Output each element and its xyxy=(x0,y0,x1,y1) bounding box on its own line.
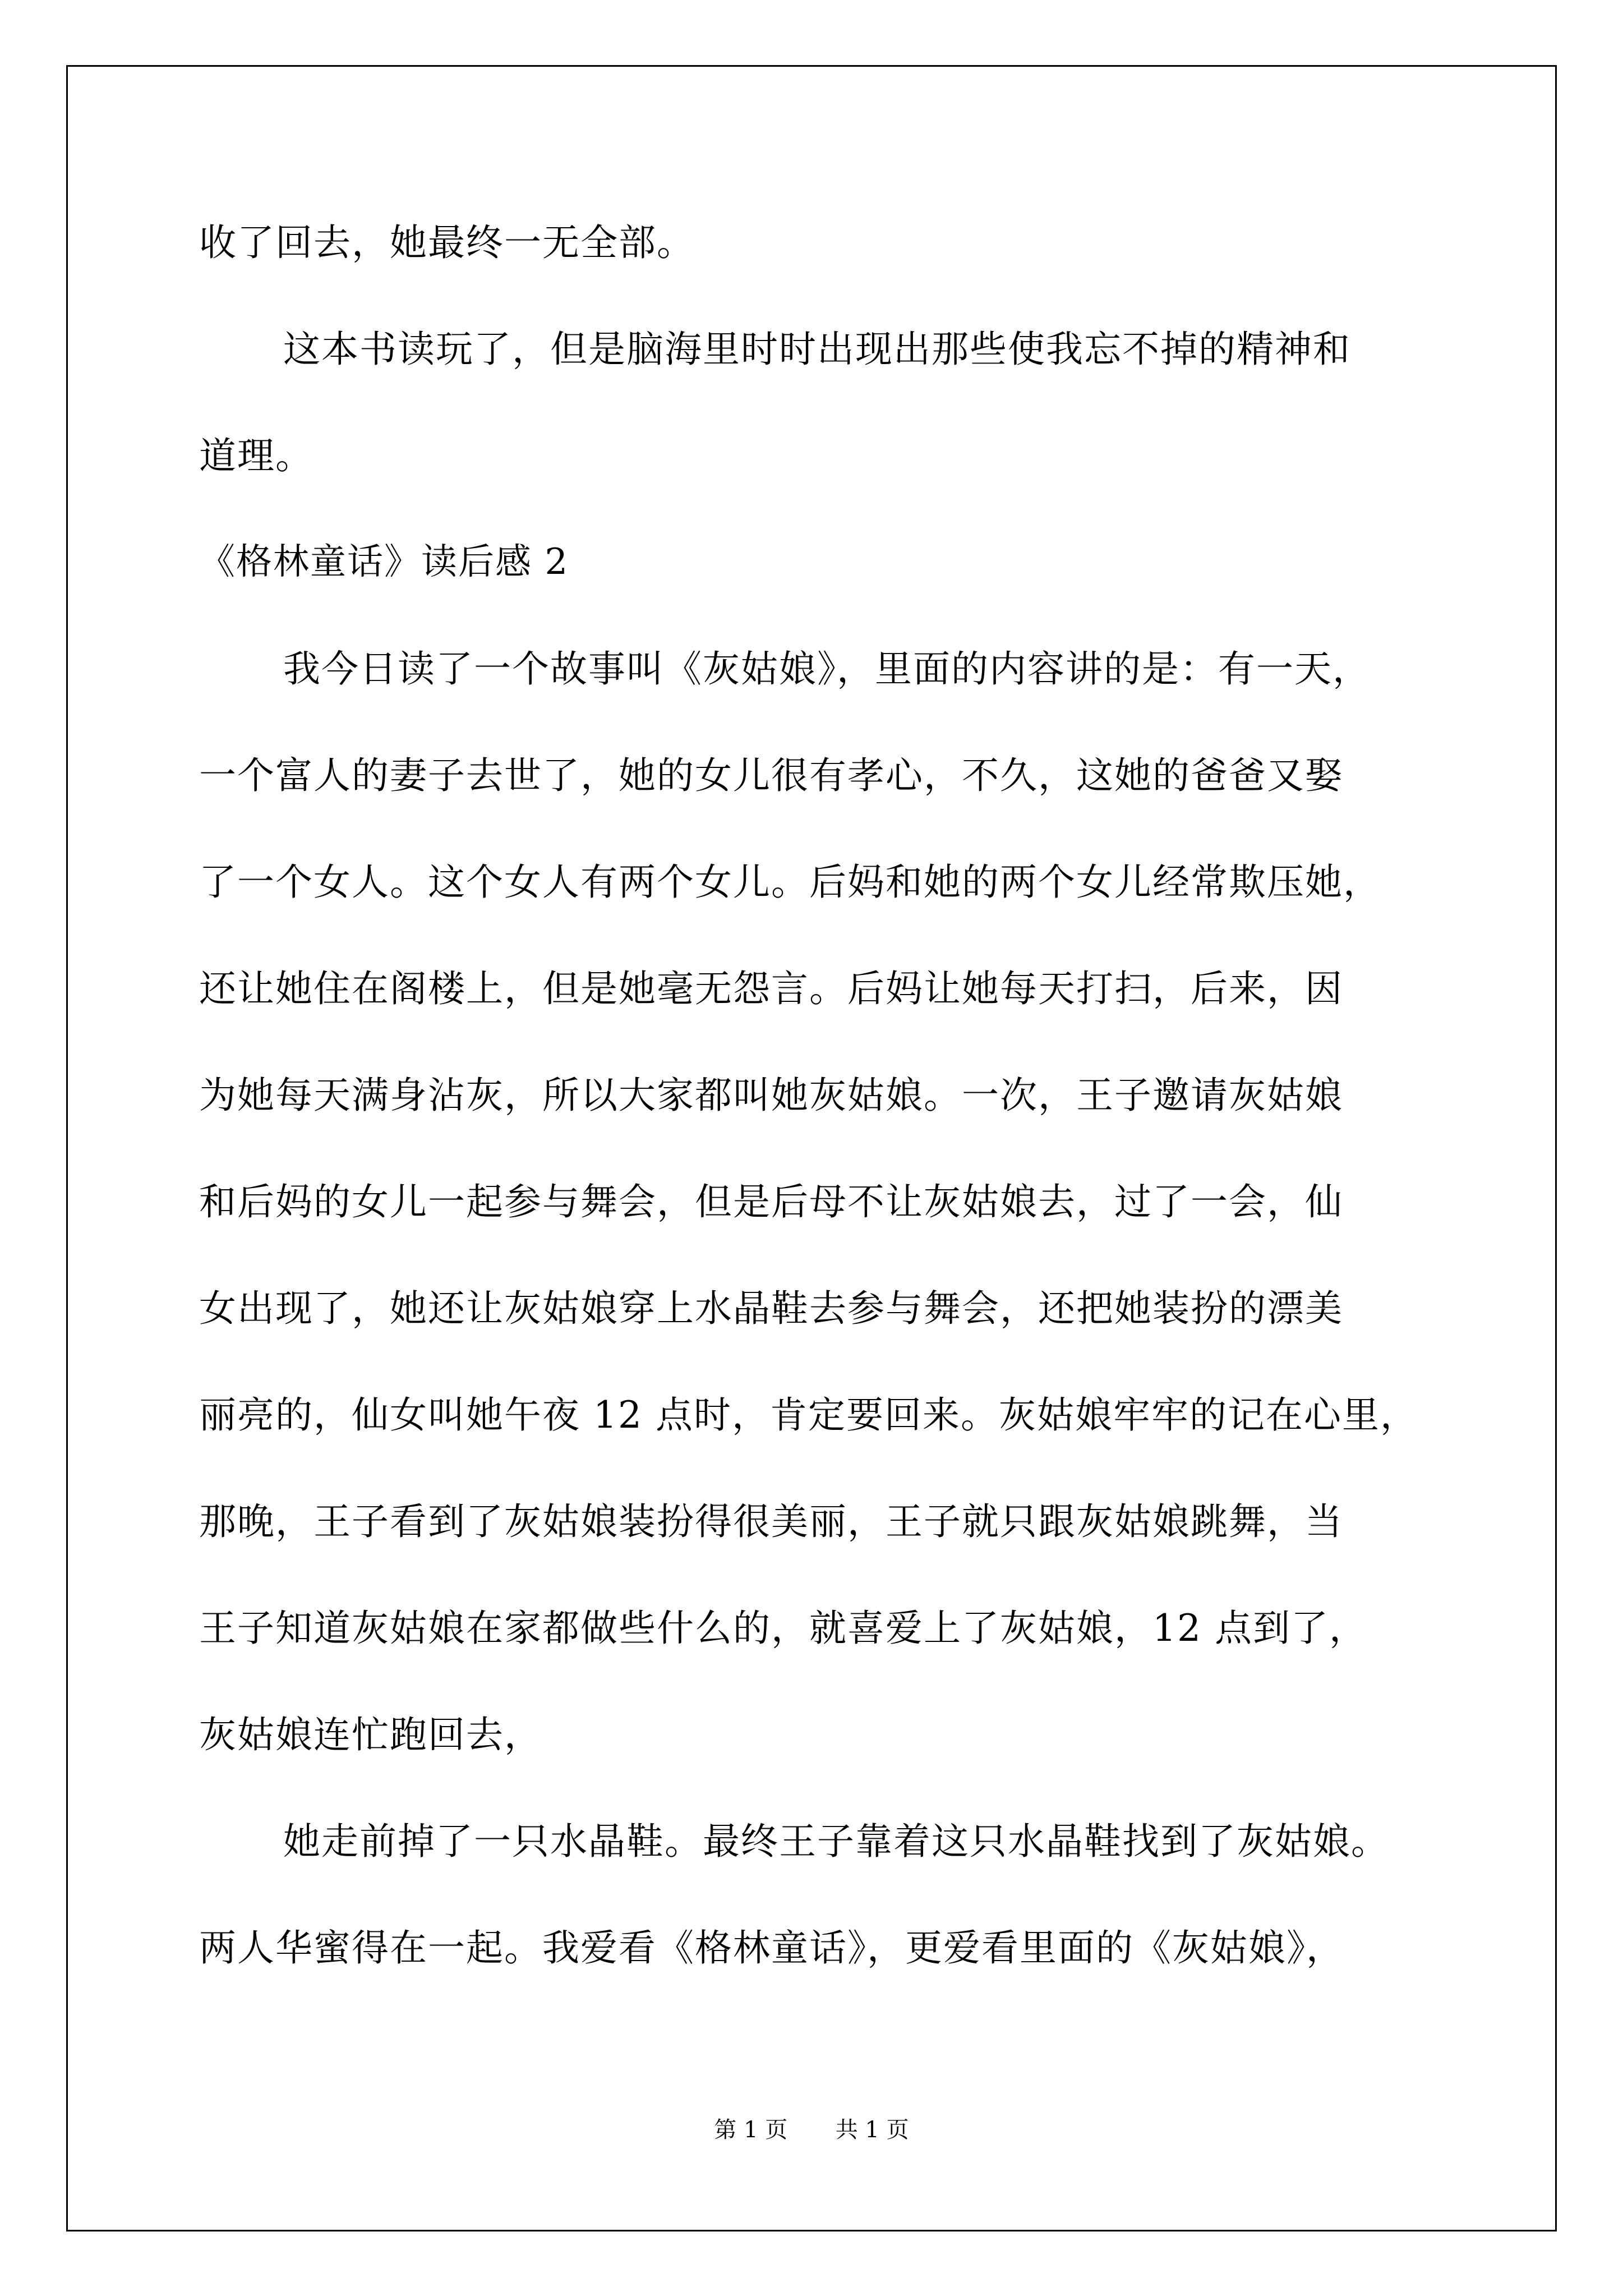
text-line: 一个富人的妻子去世了，她的女儿很有孝心，不久，这她的爸爸又娶 xyxy=(199,754,1343,797)
page-number: 第 1 页 xyxy=(714,2117,788,2143)
page-footer xyxy=(0,2119,1623,2141)
text-line: 女出现了，她还让灰姑娘穿上水晶鞋去参与舞会，还把她装扮的漂美 xyxy=(199,1287,1343,1330)
text-line: 两人华蜜得在一起。我爱看《格林童话》，更爱看里面的《灰姑娘》， xyxy=(199,1926,1344,1970)
text-line: 还让她住在阁楼上，但是她毫无怨言。后妈让她每天打扫，后来，因 xyxy=(199,967,1343,1010)
text-line: 和后妈的女儿一起参与舞会，但是后母不让灰姑娘去，过了一会，仙 xyxy=(199,1180,1343,1223)
text-line: 她走前掉了一只水晶鞋。最终王子靠着这只水晶鞋找到了灰姑娘。 xyxy=(283,1820,1389,1863)
section-heading: 《格林童话》读后感 2 xyxy=(199,541,569,583)
text-line: 这本书读玩了，但是脑海里时时出现出那些使我忘不掉的精神和 xyxy=(283,328,1351,371)
text-line: 道理。 xyxy=(199,434,313,477)
page-total: 共 1 页 xyxy=(835,2117,909,2143)
text-line: 收了回去，她最终一无全部。 xyxy=(199,221,695,264)
text-line: 灰姑娘连忙跑回去， xyxy=(199,1713,542,1756)
text-line: 了一个女人。这个女人有两个女儿。后妈和她的两个女儿经常欺压她， xyxy=(199,861,1381,904)
page-border xyxy=(66,65,1557,2231)
text-line: 那晚，王子看到了灰姑娘装扮得很美丽，王子就只跟灰姑娘跳舞，当 xyxy=(199,1500,1343,1543)
text-line: 丽亮的，仙女叫她午夜 12 点时，肯定要回来。灰姑娘牢牢的记在心里， xyxy=(199,1393,1418,1437)
text-line: 我今日读了一个故事叫《灰姑娘》，里面的内容讲的是：有一天， xyxy=(283,647,1371,691)
text-line: 为她每天满身沾灰，所以大家都叫她灰姑娘。一次，王子邀请灰姑娘 xyxy=(199,1074,1343,1117)
text-line: 王子知道灰姑娘在家都做些什么的，就喜爱上了灰姑娘，12 点到了， xyxy=(199,1607,1367,1650)
